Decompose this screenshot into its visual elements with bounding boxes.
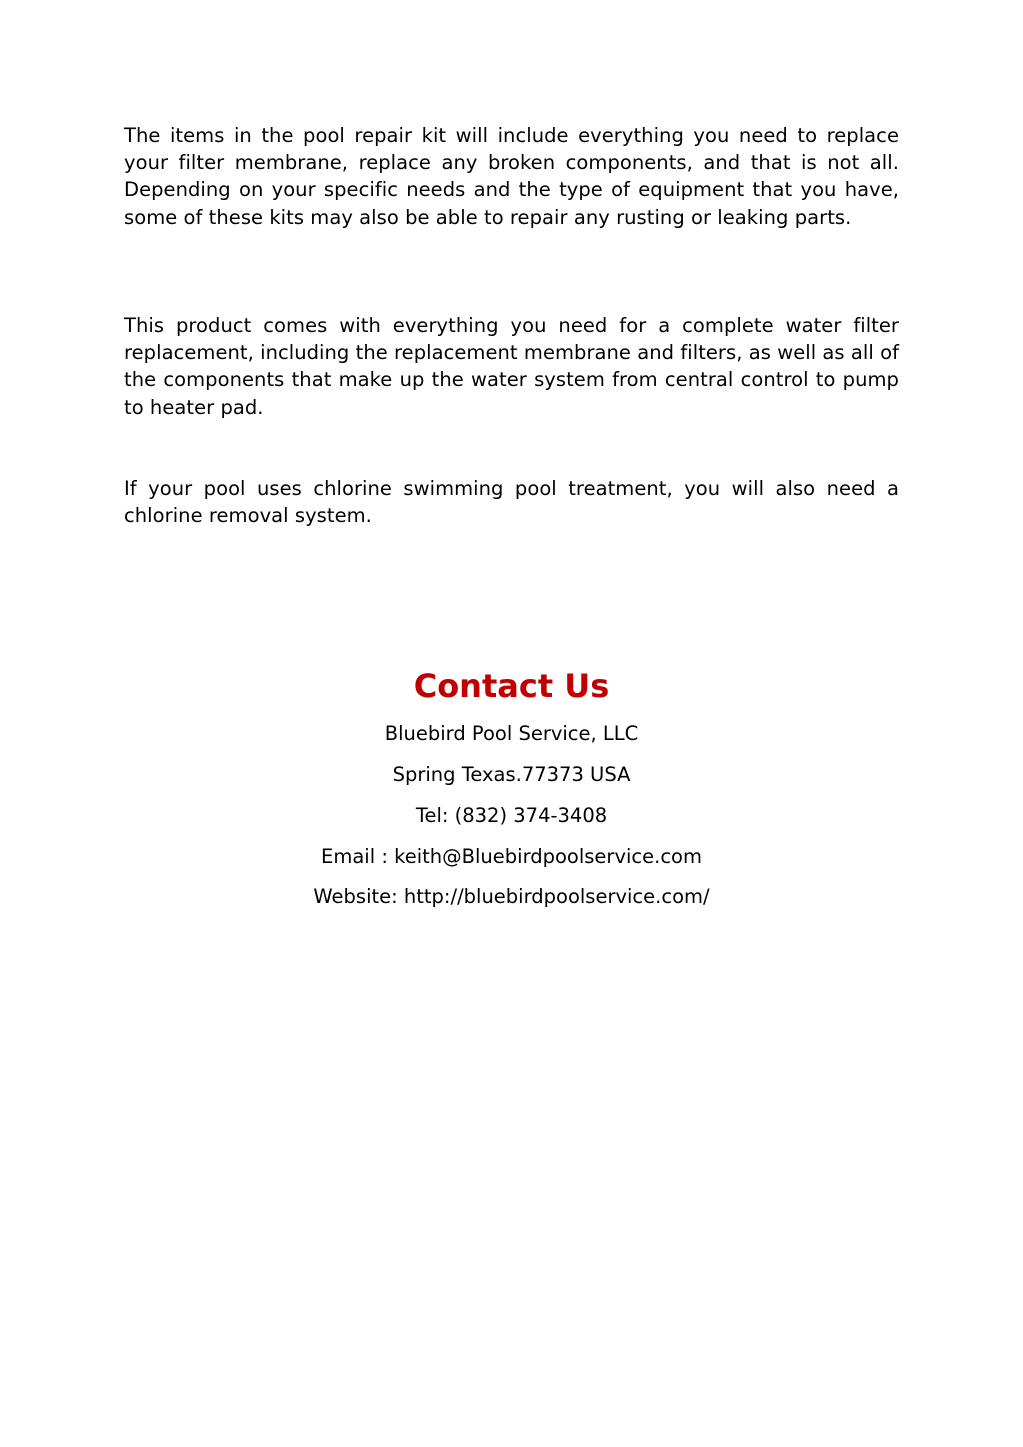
contact-heading: Contact Us	[413, 667, 610, 705]
contact-website: Website: http://bluebirdpoolservice.com/	[313, 885, 710, 908]
contact-company: Bluebird Pool Service, LLC	[384, 722, 639, 745]
body-paragraph-chlorine: If your pool uses chlorine swimming pool treatment, you will also need a chlorine removal system.	[124, 477, 899, 528]
body-paragraph-repair-kit: The items in the pool repair kit will include everything you need to replace your filter membrane, replace any broken components, and that is not all. Depending on your specific needs and the type of equipment that you have, some of these kits may also be able to repair any rusting or leaking parts.	[124, 124, 899, 229]
body-paragraph-product: This product comes with everything you need for a complete water filter replacement, including the replacement membrane and filters, as well as all of the components that make up the water system from central control to pump to heater pad.	[124, 314, 899, 419]
contact-phone: Tel: (832) 374-3408	[415, 804, 608, 827]
contact-email: Email : keith@Bluebirdpoolservice.com	[321, 845, 702, 868]
contact-address: Spring Texas.77373 USA	[392, 763, 631, 786]
